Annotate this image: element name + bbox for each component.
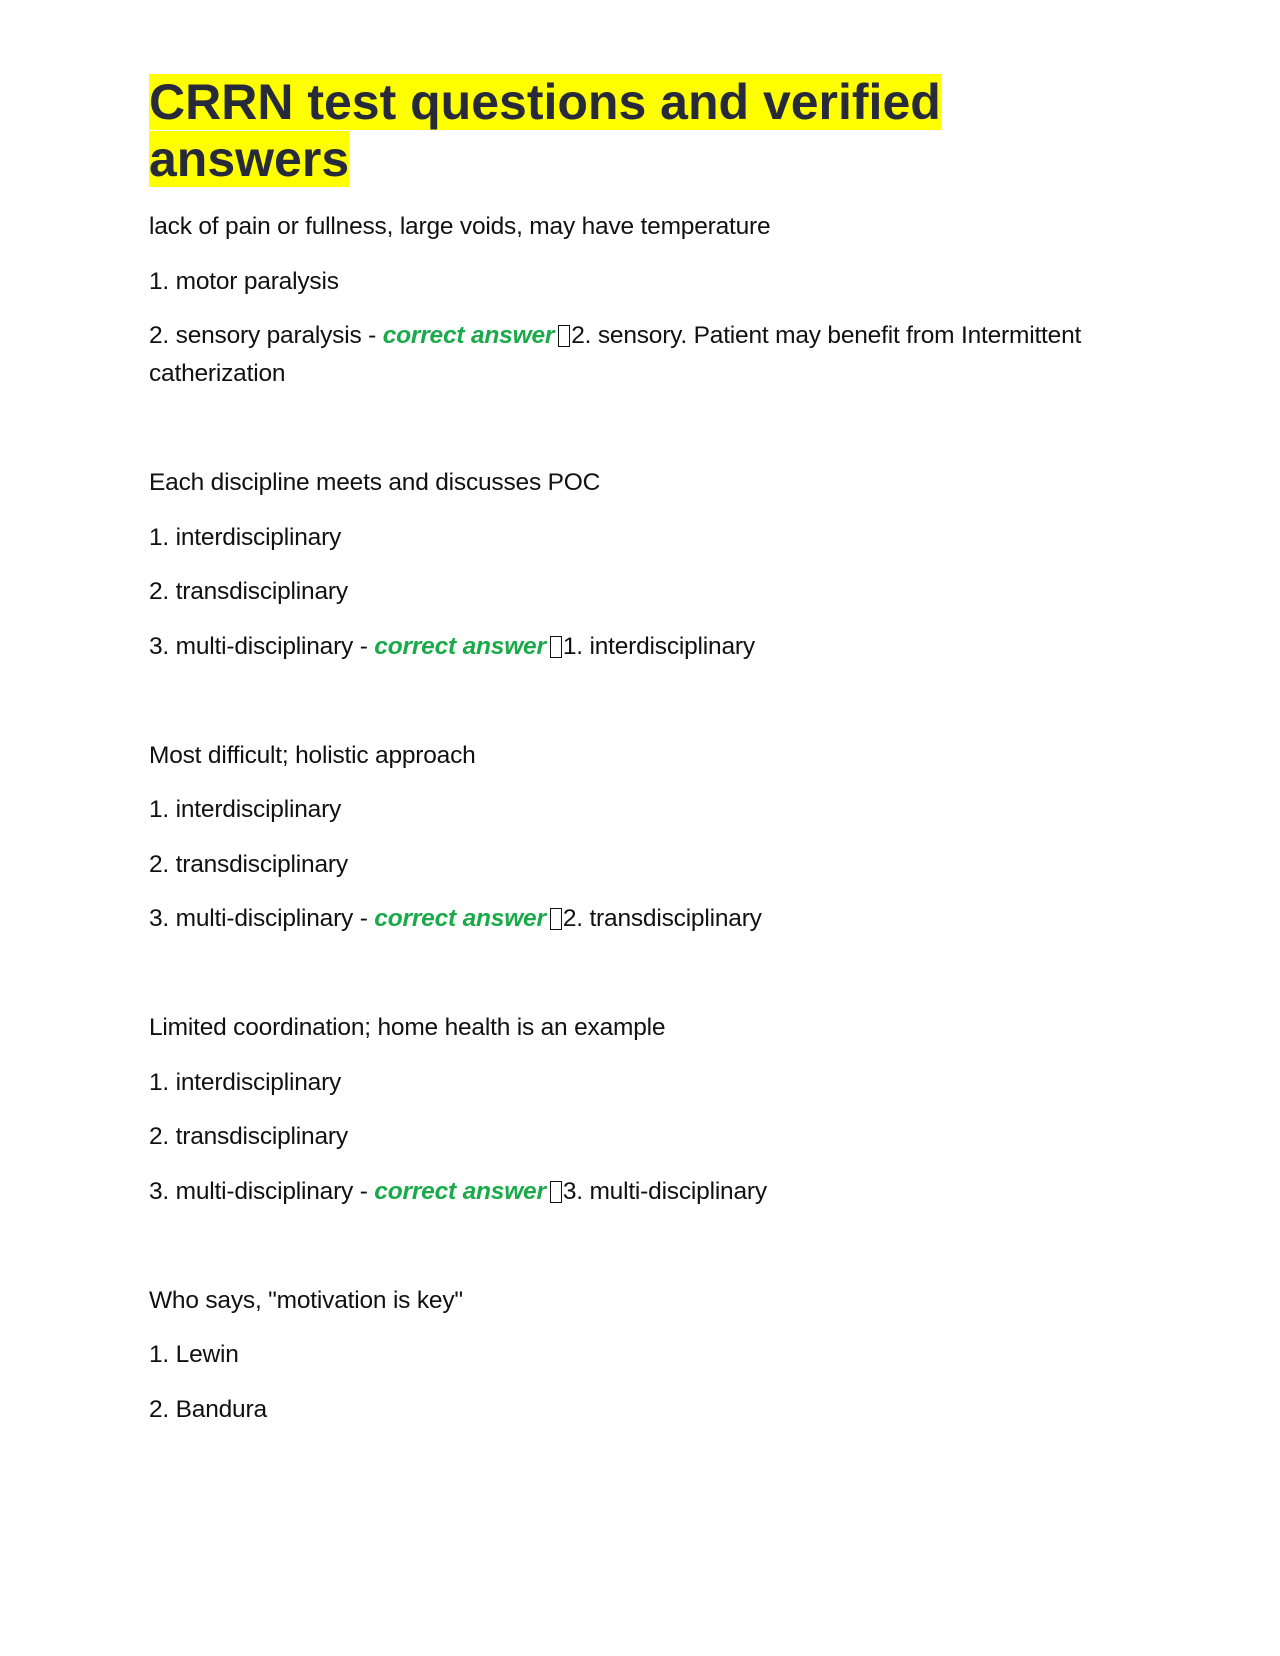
option-with-answer: 3. multi-disciplinary - correct answer 3. multi-disciplinary <box>149 1177 767 1205</box>
option: 1. motor paralysis <box>149 267 339 295</box>
option: 2. transdisciplinary <box>149 1123 348 1150</box>
option: 2. transdisciplinary <box>149 850 348 878</box>
option: 1. interdisciplinary <box>149 1068 342 1096</box>
document-title: CRRN test questions and verified answers <box>149 74 941 187</box>
option: 2. Bandura <box>149 1395 267 1423</box>
missing-glyph-icon <box>550 908 562 930</box>
correct-answer-label: correct answer <box>382 322 555 349</box>
missing-glyph-icon <box>558 325 570 347</box>
question-prompt: Each discipline meets and discusses POC <box>149 469 601 496</box>
question-prompt: Most difficult; holistic approach <box>149 741 476 769</box>
document-page <box>149 74 1149 1445</box>
question-block <box>149 1282 1149 1429</box>
correct-answer-label: correct answer <box>374 632 546 660</box>
option: 1. interdisciplinary <box>149 523 342 551</box>
answer-text: 2. transdisciplinary <box>562 905 762 932</box>
option: 2. transdisciplinary <box>149 578 348 605</box>
question-block <box>149 208 1149 393</box>
option-with-answer: 2. sensory paralysis - correct answer 2. sensory. Patient may benefit from Intermittent catherization <box>149 322 1082 387</box>
option-with-answer: 3. multi-disciplinary - correct answer 2. transdisciplinary <box>149 905 762 932</box>
question-block <box>149 737 1149 939</box>
question-block <box>149 1009 1149 1211</box>
answer-text: 1. interdisciplinary <box>562 632 755 660</box>
missing-glyph-icon <box>550 636 562 658</box>
question-prompt: Who says, "motivation is key" <box>149 1286 463 1314</box>
missing-glyph-icon <box>550 1181 562 1203</box>
question-prompt: lack of pain or fullness, large voids, may have temperature <box>149 213 771 240</box>
question-block <box>149 464 1149 666</box>
correct-answer-label: correct answer <box>374 1177 546 1205</box>
answer-text: 2. sensory. Patient may benefit from Intermittent catherization <box>149 322 1082 387</box>
question-prompt: Limited coordination; home health is an example <box>149 1014 666 1041</box>
answer-text: 3. multi-disciplinary <box>562 1177 767 1205</box>
option: 1. Lewin <box>149 1341 239 1368</box>
option: 1. interdisciplinary <box>149 796 342 823</box>
correct-answer-label: correct answer <box>374 905 546 932</box>
option-with-answer: 3. multi-disciplinary - correct answer 1. interdisciplinary <box>149 632 755 660</box>
